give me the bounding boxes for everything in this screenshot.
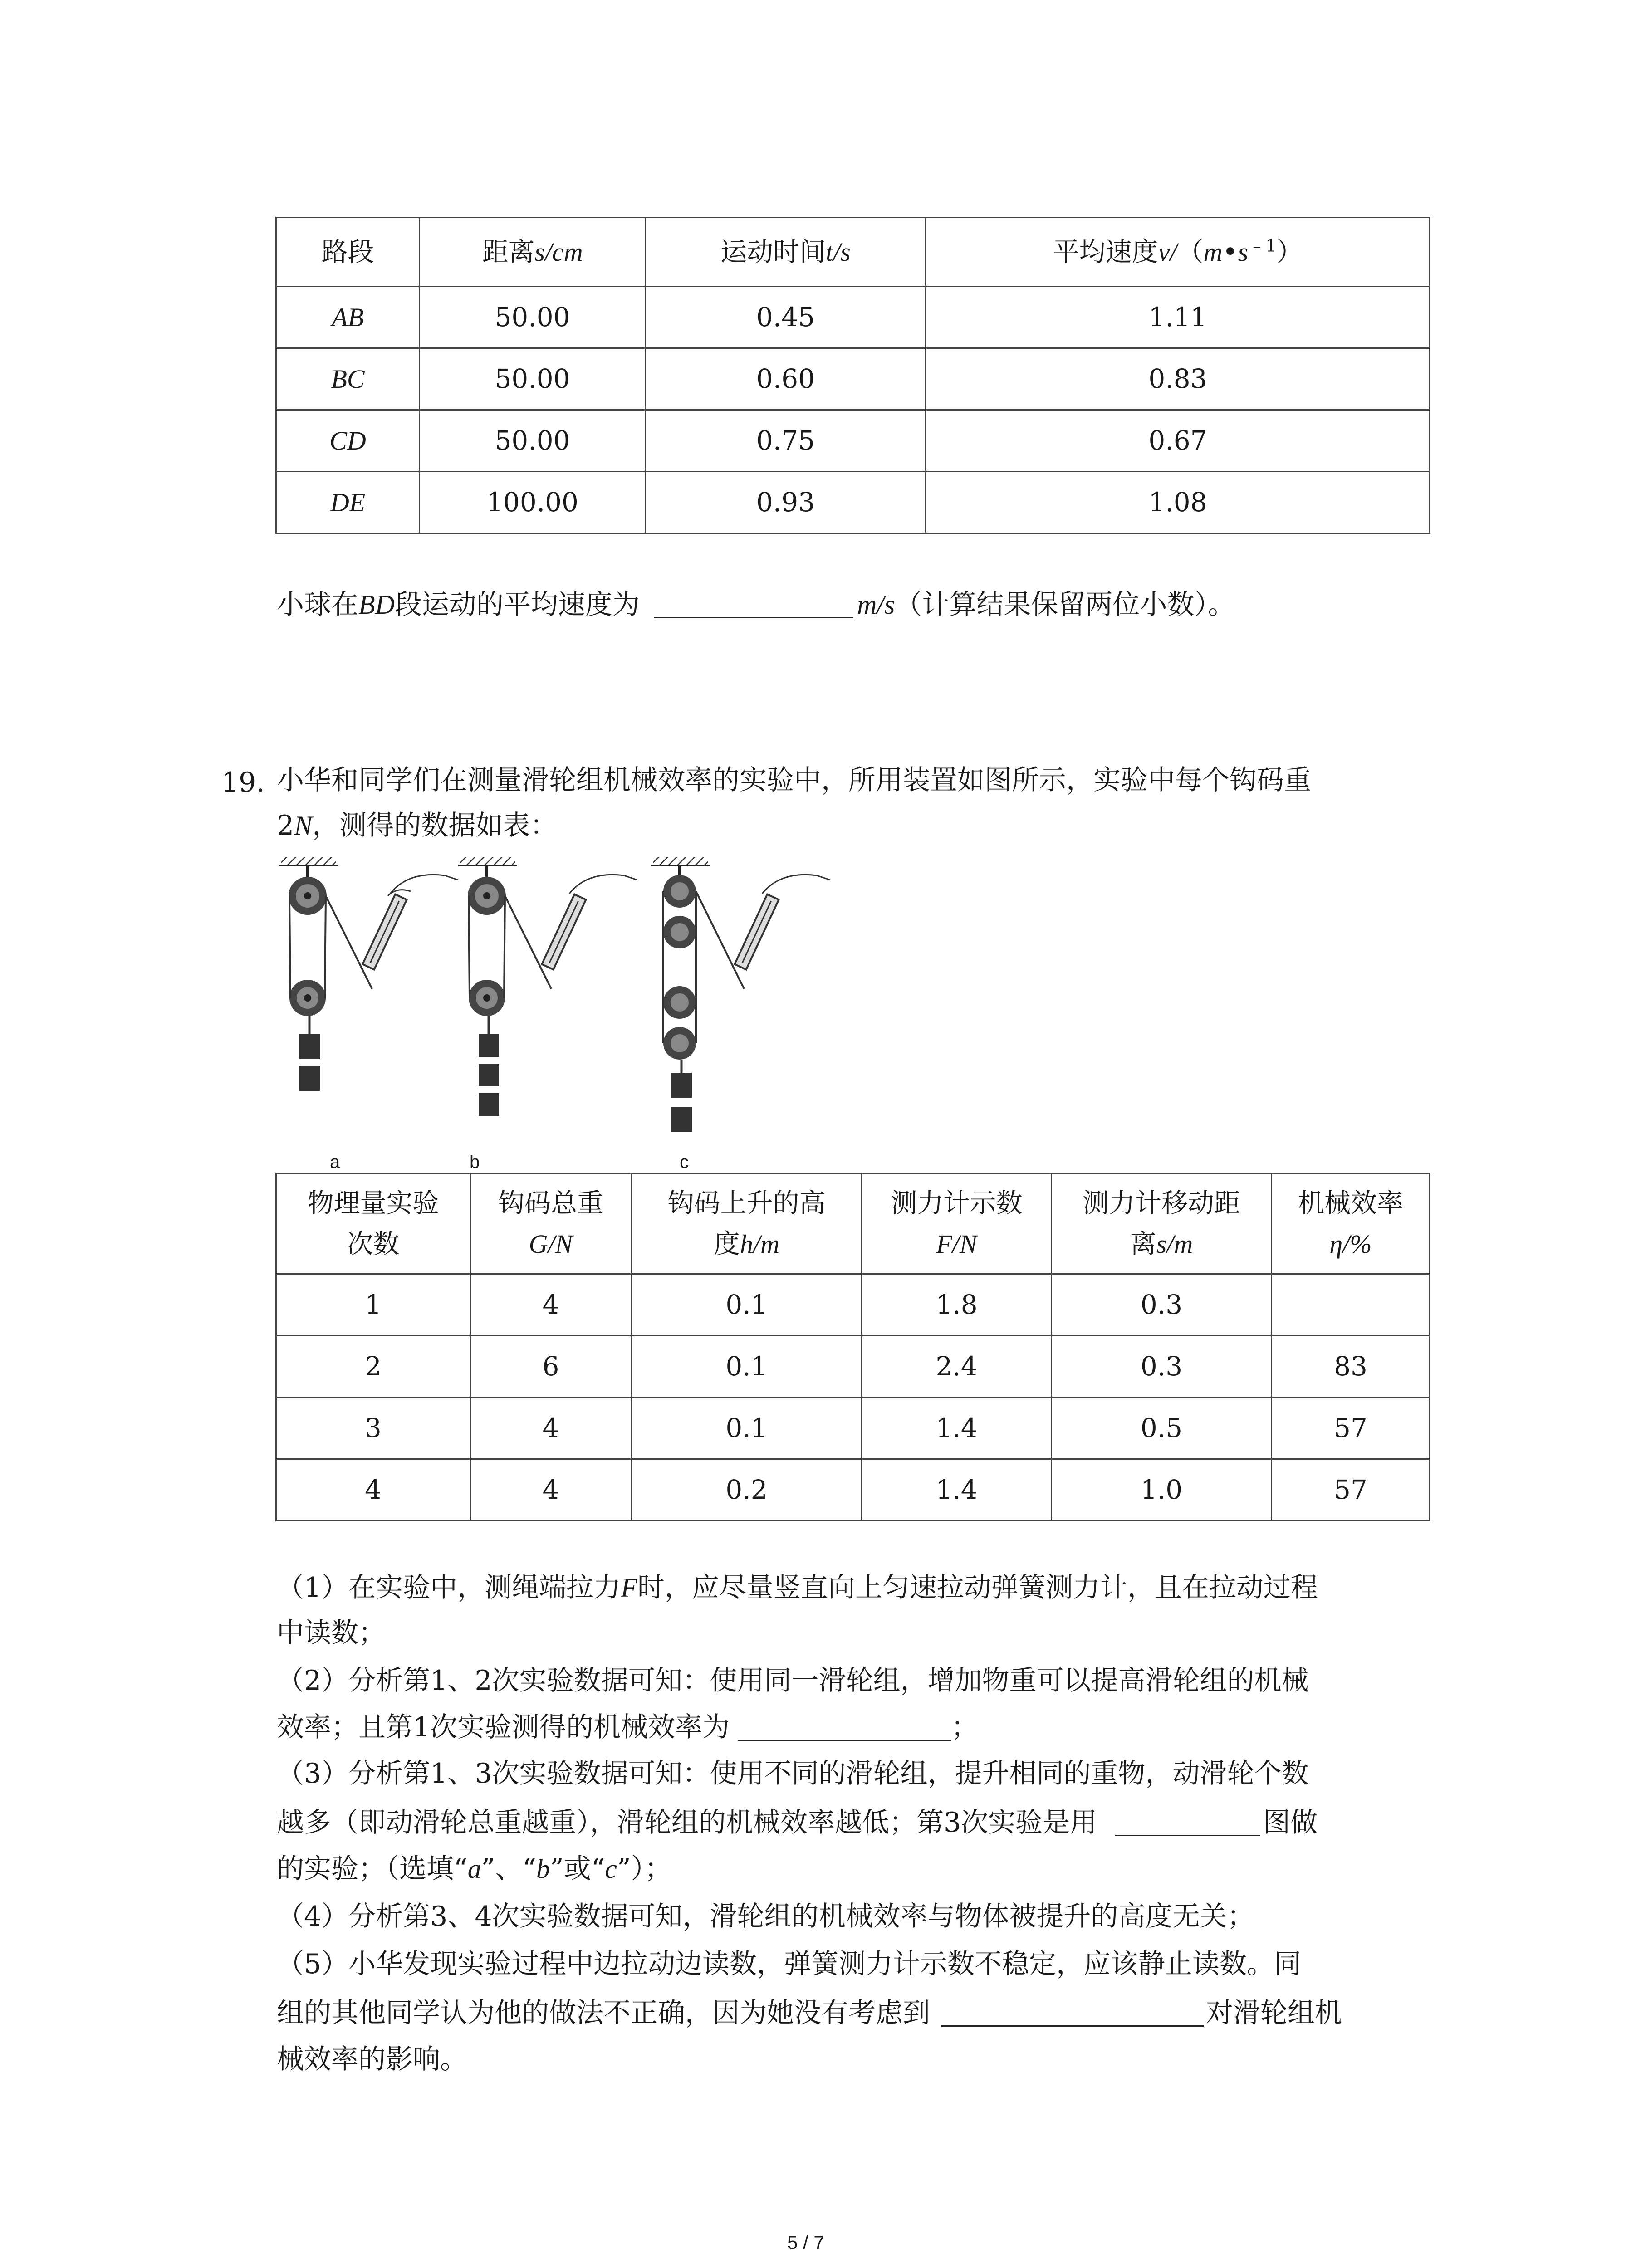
table-cell: 0.67 (926, 410, 1430, 472)
table-header-row (276, 218, 1430, 287)
table-cell: 2.4 (862, 1336, 1052, 1398)
text: 的实验；（选填“ (277, 1853, 468, 1885)
header-time: 运动时间t/s (646, 218, 926, 287)
figure-label-b: b (470, 1152, 480, 1172)
table-cell: 50.00 (420, 410, 646, 472)
figure-label-a: a (330, 1152, 340, 1172)
table-cell: 0.45 (646, 287, 926, 348)
part1-line2: 中读数； (277, 1617, 386, 1649)
part4-line: （4）分析第3、4次实验数据可知，滑轮组的机械效率与物体被提升的高度无关； (277, 1901, 1254, 1932)
header-height: 钩码上升的高 度h/m (632, 1173, 862, 1274)
table-cell: 0.75 (646, 410, 926, 472)
text: 段运动的平均速度为 (394, 589, 640, 621)
part3-line3 (277, 1853, 672, 1885)
efficiency-table (275, 1173, 1430, 1521)
table-cell: BC (276, 348, 420, 410)
table-cell: 3 (276, 1398, 470, 1459)
table-cell: 100.00 (420, 472, 646, 533)
setup-c (651, 857, 830, 1132)
speed-table (275, 217, 1430, 534)
setup-b (458, 857, 637, 1116)
text: ”）； (617, 1853, 672, 1885)
table-cell: 1 (276, 1274, 470, 1336)
table-cell: CD (276, 410, 420, 472)
table-cell: 6 (470, 1336, 632, 1398)
unit: m/s (857, 590, 895, 620)
answer-blank[interactable] (1115, 1808, 1260, 1836)
text: ； (951, 1711, 979, 1743)
table-row (276, 287, 1430, 348)
segment-label: BD (358, 590, 395, 620)
table-cell: 4 (470, 1398, 632, 1459)
part3-line2 (277, 1808, 1318, 1836)
text: ”或“ (550, 1853, 605, 1885)
q19-stem-line1: 小华和同学们在测量滑轮组机械效率的实验中，所用装置如图所示，实验中每个钩码重 (277, 764, 1311, 796)
table-row (276, 1336, 1430, 1398)
pulley-figure (272, 853, 853, 1179)
option-b: b (536, 1854, 550, 1884)
header-distance: 距离s/cm (420, 218, 646, 287)
table-cell: 0.60 (646, 348, 926, 410)
text: 效率；且第1次实验测得的机械效率为 (277, 1711, 730, 1743)
table-cell: DE (276, 472, 420, 533)
header-efficiency: 机械效率 η/% (1272, 1173, 1430, 1274)
table-row (276, 1398, 1430, 1459)
text: 组的其他同学认为他的做法不正确，因为她没有考虑到 (277, 1997, 930, 2029)
q19-stem-line2 (277, 812, 557, 839)
table-row (276, 1274, 1430, 1336)
text: 对滑轮组机 (1206, 1997, 1342, 2029)
table-cell: 4 (276, 1459, 470, 1521)
answer-blank[interactable] (654, 590, 853, 618)
option-a: a (467, 1854, 481, 1884)
part3-line1: （3）分析第1、3次实验数据可知：使用不同的滑轮组，提升相同的重物，动滑轮个数 (277, 1758, 1309, 1789)
table-cell: 0.83 (926, 348, 1430, 410)
part2-line1: （2）分析第1、2次实验数据可知：使用同一滑轮组，增加物重可以提高滑轮组的机械 (277, 1665, 1309, 1696)
table-cell: 50.00 (420, 287, 646, 348)
option-c: c (605, 1854, 617, 1884)
header-weight: 钩码总重 G/N (470, 1173, 632, 1274)
part1-line1 (277, 1574, 1318, 1601)
symbol: F (621, 1573, 637, 1603)
text: 时，应尽量竖直向上匀速拉动弹簧测力计，且在拉动过程 (637, 1572, 1318, 1603)
header-segment: 路段 (276, 218, 420, 287)
text: ”、“ (481, 1853, 537, 1885)
table-cell: 1.4 (862, 1398, 1052, 1459)
text: ，测得的数据如表： (312, 810, 558, 841)
value: 2 (277, 810, 294, 841)
header-distance: 测力计移动距 离s/m (1052, 1173, 1272, 1274)
table-cell: 0.1 (632, 1336, 862, 1398)
table-cell: 0.3 (1052, 1274, 1272, 1336)
table-cell: 0.93 (646, 472, 926, 533)
table-cell: 57 (1272, 1398, 1430, 1459)
table-header-row (276, 1173, 1430, 1274)
table-cell: 1.08 (926, 472, 1430, 533)
table-cell: 0.3 (1052, 1336, 1272, 1398)
setup-a (279, 857, 458, 1091)
part5-line2 (277, 1998, 1342, 2027)
table-cell: 0.5 (1052, 1398, 1272, 1459)
table-cell: 83 (1272, 1336, 1430, 1398)
table-cell: AB (276, 287, 420, 348)
part5-line1: （5）小华发现实验过程中边拉动边读数，弹簧测力计示数不稳定，应该静止读数。同 (277, 1948, 1302, 1980)
table-cell: 2 (276, 1336, 470, 1398)
table-cell (1272, 1274, 1430, 1336)
table-cell: 1.4 (862, 1459, 1052, 1521)
part5-line3: 械效率的影响。 (277, 2043, 467, 2075)
table-row (276, 472, 1430, 533)
table-cell: 1.11 (926, 287, 1430, 348)
unit: N (294, 811, 313, 841)
question-number: 19. (221, 767, 265, 798)
table-cell: 1.0 (1052, 1459, 1272, 1521)
header-speed: 平均速度$v/(m•s^{﹣1})$ (926, 218, 1430, 287)
table-cell: 0.1 (632, 1274, 862, 1336)
answer-blank[interactable] (738, 1712, 951, 1741)
table-cell: 1.8 (862, 1274, 1052, 1336)
table-row (276, 348, 1430, 410)
table-row (276, 410, 1430, 472)
table-cell: 0.2 (632, 1459, 862, 1521)
table-row (276, 1459, 1430, 1521)
table-cell: 4 (470, 1459, 632, 1521)
text: （1）在实验中，测绳端拉力 (277, 1572, 621, 1603)
part2-line2 (277, 1712, 978, 1741)
text: （计算结果保留两位小数）。 (895, 589, 1235, 621)
answer-blank[interactable] (941, 1998, 1204, 2027)
table-cell: 4 (470, 1274, 632, 1336)
header-force: 测力计示数 F/N (862, 1173, 1052, 1274)
table-cell: 57 (1272, 1459, 1430, 1521)
header-trial: 物理量实验 次数 (276, 1173, 470, 1274)
text: 小球在 (277, 589, 358, 621)
table-cell: 0.1 (632, 1398, 862, 1459)
table-cell: 50.00 (420, 348, 646, 410)
text: 图做 (1263, 1807, 1318, 1838)
text: 越多（即动滑轮总重越重），滑轮组的机械效率越低；第3次实验是用 (277, 1807, 1097, 1838)
page-number: 5 / 7 (787, 2232, 824, 2253)
figure-label-c: c (680, 1152, 689, 1172)
q18-answer-line (277, 589, 1235, 621)
